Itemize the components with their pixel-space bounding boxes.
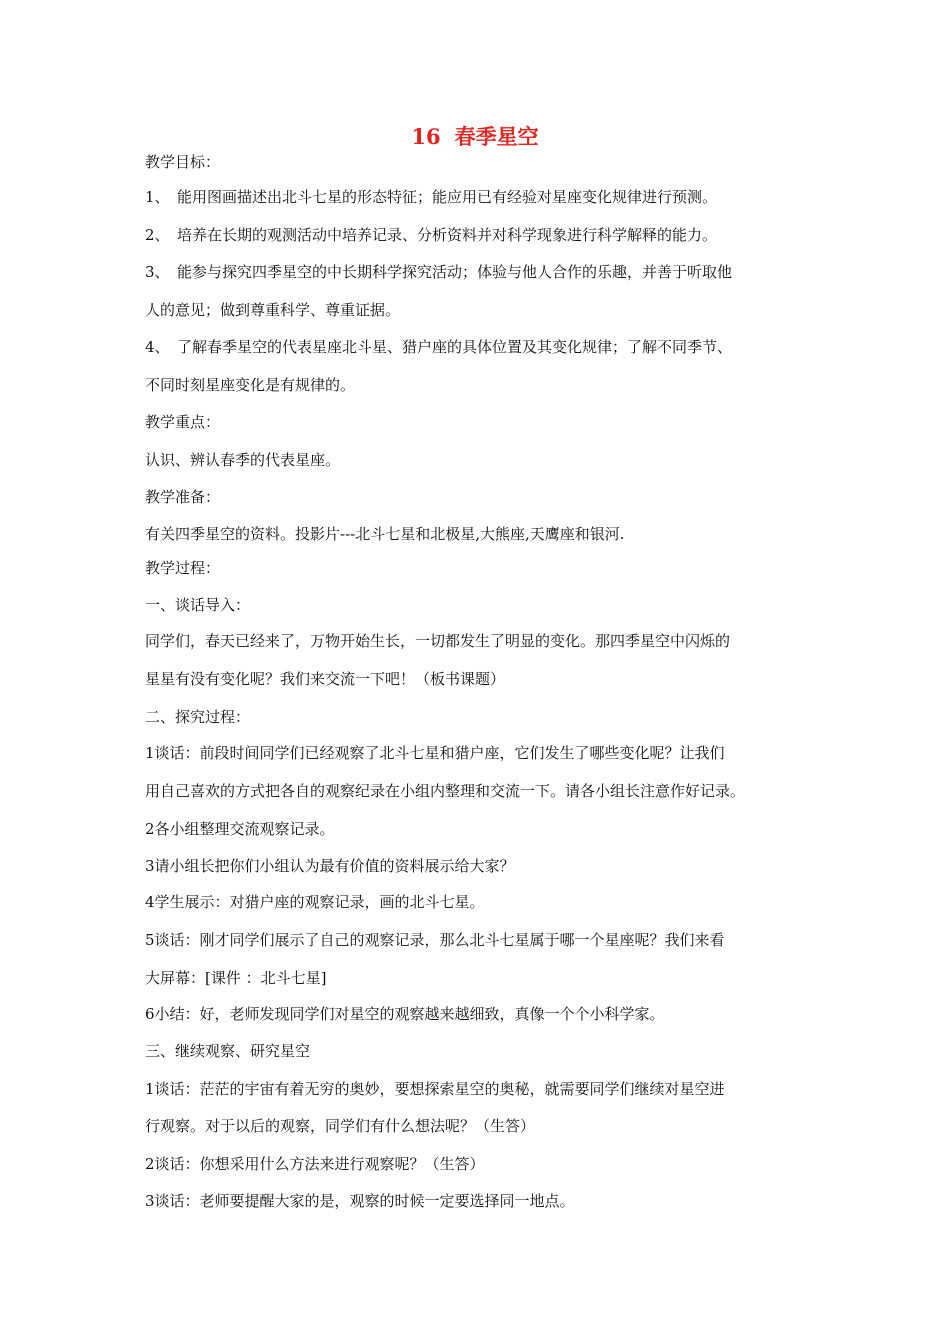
text-line: 二、探究过程： xyxy=(145,708,251,726)
text-line: 2、 培养在长期的观测活动中培养记录、分析资料并对科学现象进行科学解释的能力。 xyxy=(145,226,718,244)
text-line: 6小结：好，老师发现同学们对星空的观察越来越细致，真像一个个小科学家。 xyxy=(145,1005,665,1023)
text-line: 教学目标： xyxy=(145,153,221,171)
text-line: 不同时刻星座变化是有规律的。 xyxy=(145,376,356,394)
text-line: 人的意见；做到尊重科学、尊重证据。 xyxy=(145,301,401,319)
text-line: 3谈话：老师要提醒大家的是，观察的时候一定要选择同一地点。 xyxy=(145,1192,575,1210)
text-line: 4学生展示：对猎户座的观察记录，画的北斗七星。 xyxy=(145,893,485,911)
text-line: 星星有没有变化呢？我们来交流一下吧！（板书课题） xyxy=(145,670,506,688)
text-line: 1谈话：茫茫的宇宙有着无穷的奥妙，要想探索星空的奥秘，就需要同学们继续对星空进 xyxy=(145,1080,725,1098)
text-line: 5谈话：刚才同学们展示了自己的观察记录，那么北斗七星属于哪一个星座呢？我们来看 xyxy=(145,931,725,949)
text-line: 有关四季星空的资料。投影片---北斗七星和北极星,大熊座,天鹰座和银河. xyxy=(145,525,625,543)
text-line: 教学过程： xyxy=(145,559,221,577)
page-title xyxy=(0,122,950,152)
text-line: 一、谈话导入： xyxy=(145,596,251,614)
text-line: 4、 了解春季星空的代表星座北斗星、猎户座的具体位置及其变化规律；了解不同季节、 xyxy=(145,338,733,356)
text-line: 3请小组长把你们小组认为最有价值的资料展示给大家？ xyxy=(145,857,515,875)
text-line: 教学准备： xyxy=(145,488,221,506)
text-line: 同学们，春天已经来了，万物开始生长，一切都发生了明显的变化。那四季星空中闪烁的 xyxy=(145,632,731,650)
text-line: 三、继续观察、研究星空 xyxy=(145,1042,311,1060)
text-line: 1、 能用图画描述出北斗七星的形态特征；能应用已有经验对星座变化规律进行预测。 xyxy=(145,188,718,206)
text-line: 大屏幕：[课件 ：北斗七星] xyxy=(145,969,327,987)
text-line: 认识、辨认春季的代表星座。 xyxy=(145,451,341,469)
text-line: 教学重点： xyxy=(145,413,221,431)
text-line: 1谈话：前段时间同学们已经观察了北斗七星和猎户座，它们发生了哪些变化呢？让我们 xyxy=(145,744,725,762)
text-line: 2谈话：你想采用什么方法来进行观察呢？（生答） xyxy=(145,1155,485,1173)
text-line: 用自己喜欢的方式把各自的观察纪录在小组内整理和交流一下。请各小组长注意作好记录。 xyxy=(145,782,746,800)
text-line: 2各小组整理交流观察记录。 xyxy=(145,820,335,838)
text-line: 行观察。对于以后的观察，同学们有什么想法呢？（生答） xyxy=(145,1117,536,1135)
text-line: 3、 能参与探究四季星空的中长期科学探究活动；体验与他人合作的乐趣，并善于听取他 xyxy=(145,263,733,281)
lesson-number: 16 xyxy=(411,124,441,149)
lesson-title: 春季星空 xyxy=(454,124,539,149)
